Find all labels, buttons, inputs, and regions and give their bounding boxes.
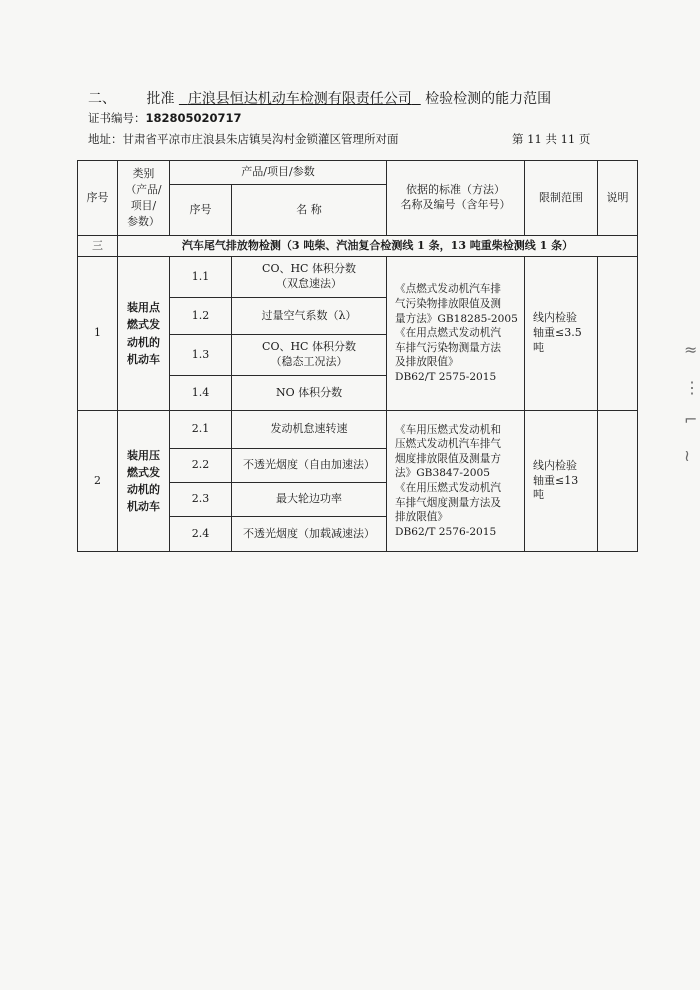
page-indicator: 第 11 共 11 页 — [512, 132, 591, 146]
header-seq: 序号 — [78, 161, 118, 236]
group-limit: 线内检验 轴重≤13 吨 — [525, 411, 598, 552]
seal-edge-mark: ⋮ — [684, 378, 700, 397]
approval-prefix: 批准 — [146, 91, 175, 107]
document-title — [88, 88, 551, 108]
item-no: 1.4 — [170, 376, 232, 411]
header-product-group: 产品/项目/参数 — [170, 161, 387, 185]
group-note — [598, 257, 638, 411]
group-standard: 《车用压燃式发动机和 压燃式发动机汽车排气 烟度排放限值及测量方 法》GB3847-2005 《在用压燃式发动机汽 车排气烟度测量方法及 排放限值》 DB62/T 2576-2015 — [387, 411, 525, 552]
company-name: 庄浪县恒达机动车检测有限责任公司 — [187, 91, 412, 107]
section-number: 二、 — [88, 91, 116, 107]
capability-table — [77, 160, 638, 552]
header-category: 类别 （产品/ 项目/ 参数） — [118, 161, 170, 236]
header-standard: 依据的标准（方法） 名称及编号（含年号） — [387, 161, 525, 236]
header-note: 说明 — [598, 161, 638, 236]
item-name: NO 体积分数 — [232, 376, 387, 411]
table-row — [78, 257, 638, 298]
section-number-cell: 三 — [78, 236, 118, 257]
item-no: 1.3 — [170, 335, 232, 376]
seal-edge-mark: ≈ — [684, 340, 698, 359]
header-sub-seq: 序号 — [170, 185, 232, 236]
item-name: 最大轮边功率 — [232, 483, 387, 517]
address: 地址：甘肃省平凉市庄浪县朱店镇吴沟村金锁灌区管理所对面 — [88, 132, 399, 146]
seal-edge-mark: ≀ — [684, 446, 690, 465]
item-name: 发动机怠速转速 — [232, 411, 387, 449]
title-suffix: 检验检测的能力范围 — [425, 91, 552, 107]
group-seq: 2 — [78, 411, 118, 552]
item-no: 2.1 — [170, 411, 232, 449]
group-limit: 线内检验 轴重≤3.5 吨 — [525, 257, 598, 411]
header-limit: 限制范围 — [525, 161, 598, 236]
item-no: 2.3 — [170, 483, 232, 517]
item-no: 2.4 — [170, 517, 232, 552]
group-seq: 1 — [78, 257, 118, 411]
item-no: 1.1 — [170, 257, 232, 298]
table-row — [78, 411, 638, 449]
group-category: 装用点 燃式发 动机的 机动车 — [118, 257, 170, 411]
item-name: 不透光烟度（加载减速法） — [232, 517, 387, 552]
certificate-number: 证书编号：182805020717 — [88, 111, 242, 125]
group-note — [598, 411, 638, 552]
item-name: 不透光烟度（自由加速法） — [232, 449, 387, 483]
item-no: 2.2 — [170, 449, 232, 483]
group-standard: 《点燃式发动机汽车排 气污染物排放限值及测 量方法》GB18285-2005 《在用点燃式发动机汽 车排气污染物测量方法 及排放限值》 DB62/T 2575-2015 — [387, 257, 525, 411]
item-no: 1.2 — [170, 298, 232, 335]
item-name: CO、HC 体积分数 （稳态工况法） — [232, 335, 387, 376]
seal-edge-mark: ⌐ — [684, 410, 698, 429]
group-category: 装用压 燃式发 动机的 机动车 — [118, 411, 170, 552]
item-name: CO、HC 体积分数 （双怠速法） — [232, 257, 387, 298]
header-name: 名 称 — [232, 185, 387, 236]
item-name: 过量空气系数（λ） — [232, 298, 387, 335]
section-title: 汽车尾气排放物检测（3 吨柴、汽油复合检测线 1 条，13 吨重柴检测线 1 条） — [118, 236, 638, 257]
